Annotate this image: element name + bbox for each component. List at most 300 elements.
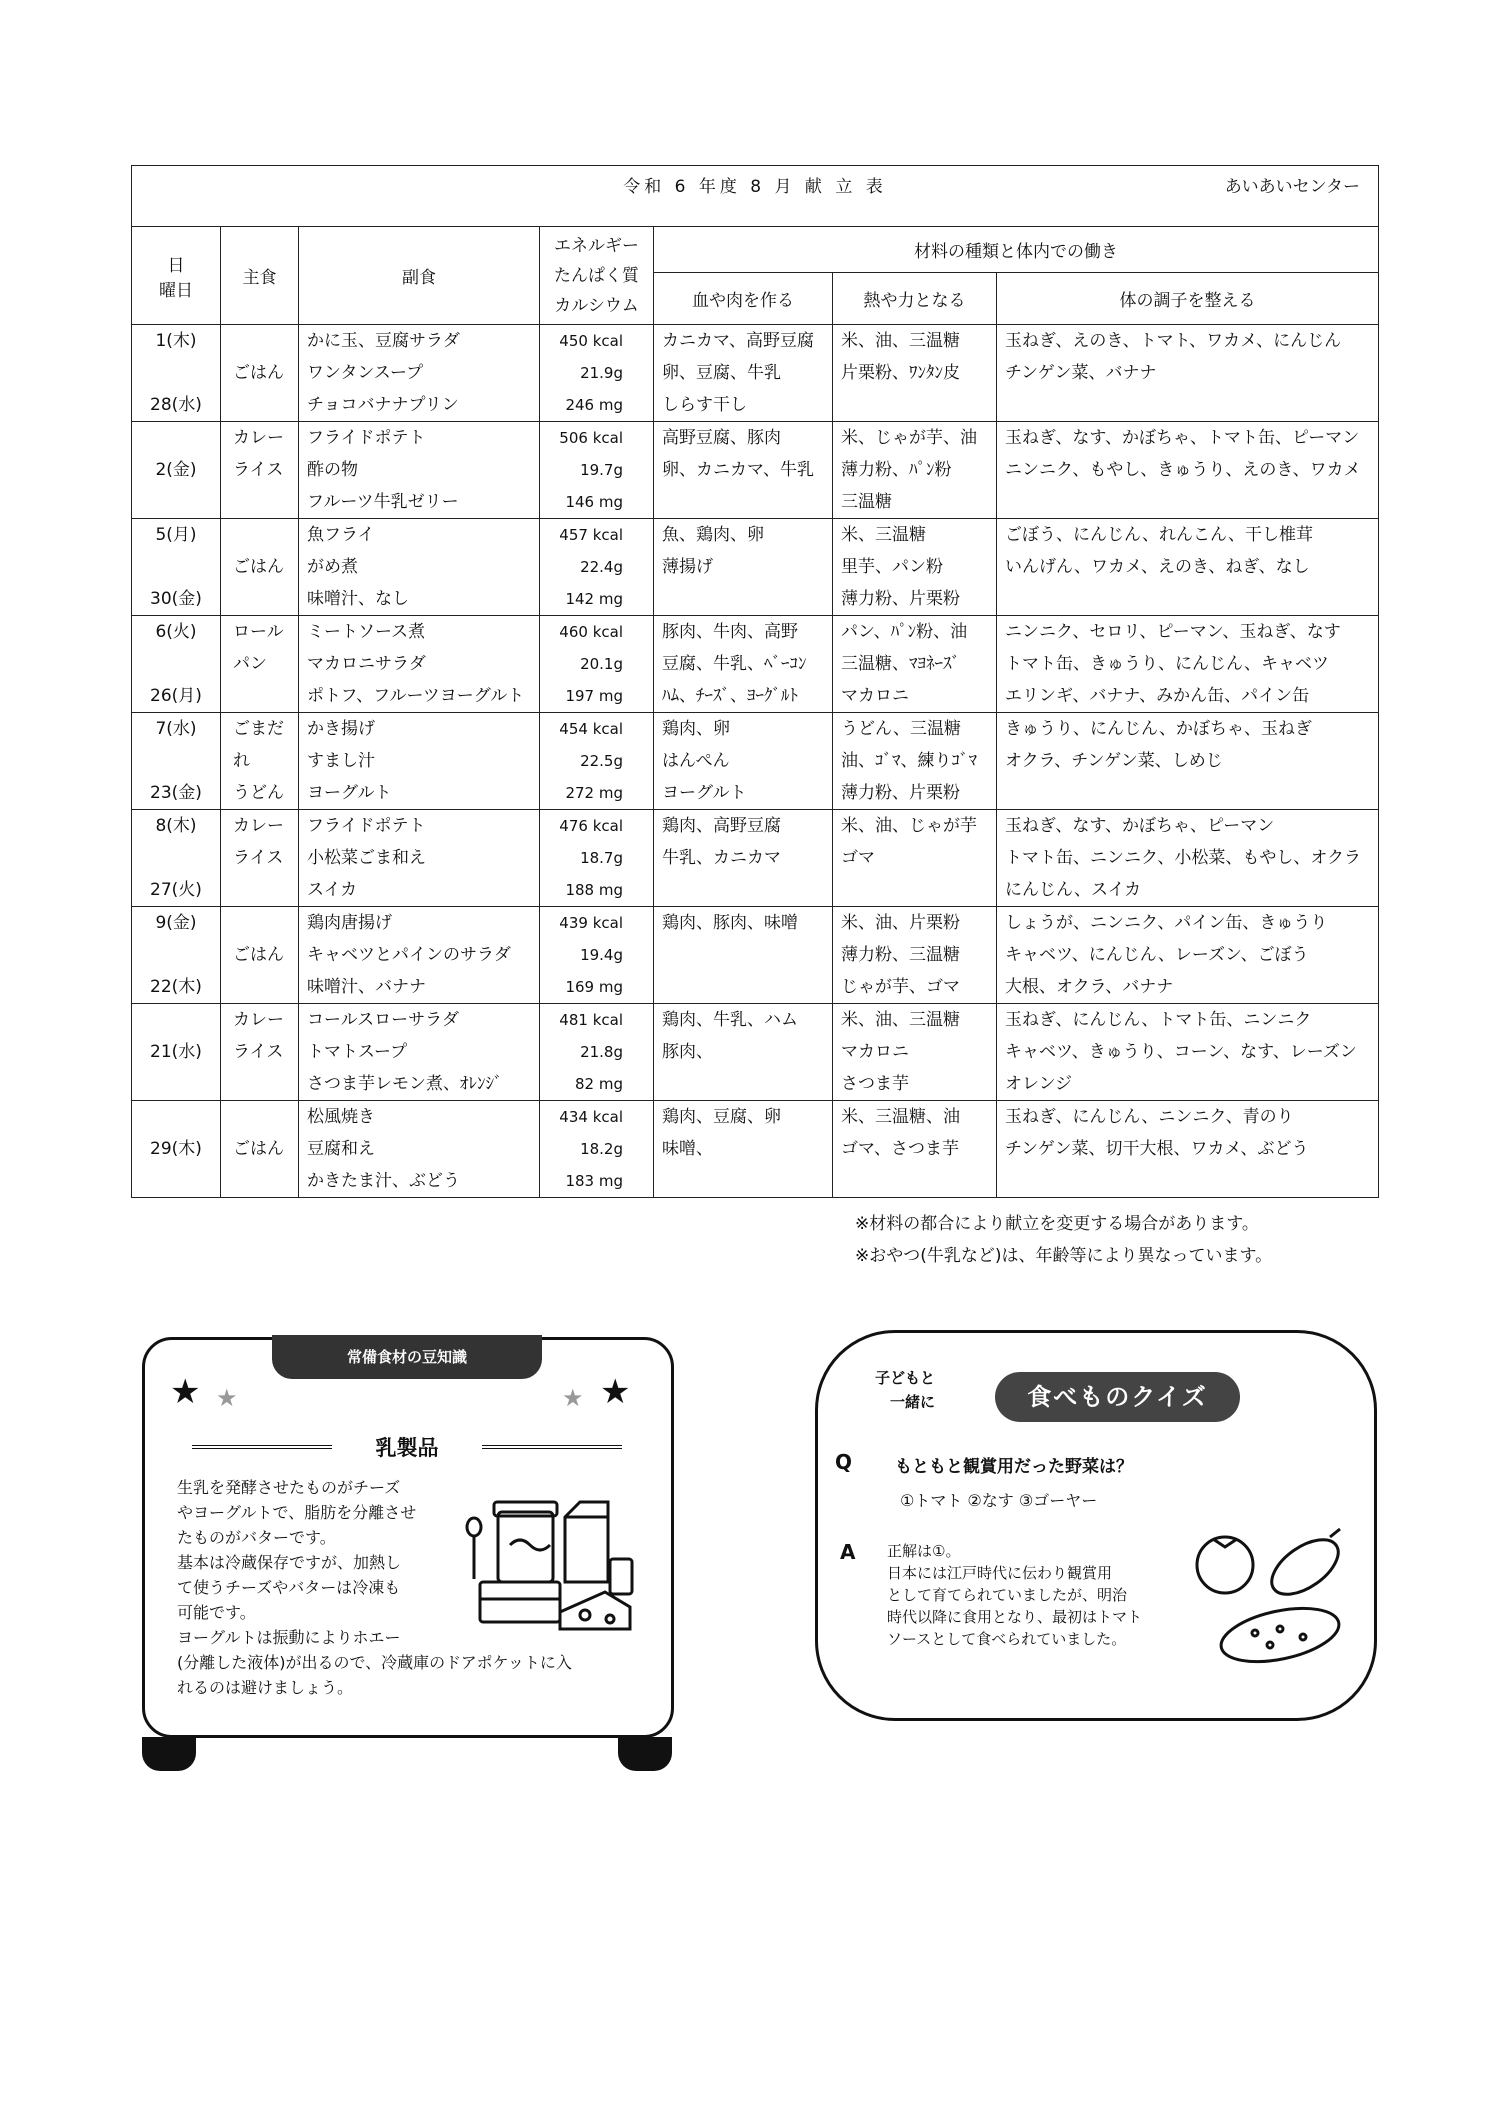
blood-line: はんぺん	[662, 751, 730, 771]
cell-side	[299, 422, 540, 519]
card-text-line: やヨーグルトで、脂肪を分離させ	[177, 1503, 417, 1522]
table-row	[132, 1101, 1379, 1198]
nut-line: 457 kcal	[559, 526, 623, 544]
date-line: 8(木)	[155, 816, 197, 836]
blood-line	[654, 874, 832, 906]
header-side: 副食	[299, 227, 540, 325]
nut-line: 272 mg	[565, 784, 623, 802]
staple-line	[221, 680, 298, 712]
cell-cond	[997, 907, 1379, 1004]
table-row	[132, 1004, 1379, 1101]
cell-date	[132, 519, 221, 616]
side-line: 豆腐和え	[307, 1139, 375, 1159]
date-line	[132, 551, 220, 583]
date-line: 6(火)	[155, 622, 197, 642]
blood-line: 鶏肉、卵	[662, 719, 730, 739]
nut-line: 21.8g	[580, 1043, 623, 1061]
cell-date	[132, 1004, 221, 1101]
blood-line: 卵、豆腐、牛乳	[662, 363, 781, 383]
side-line: かき揚げ	[307, 719, 375, 739]
blood-line: 牛乳、カニカマ	[662, 848, 781, 868]
table-row	[132, 616, 1379, 713]
menu-rows	[132, 325, 1379, 1198]
card-text-line: (分離した液体)が出るので、冷蔵庫のドアポケットに入	[177, 1653, 572, 1672]
side-line: コールスローサラダ	[307, 1010, 459, 1030]
cell-nut	[540, 519, 654, 616]
blood-line	[654, 1068, 832, 1100]
staple-line: ごはん	[233, 945, 284, 965]
energy-line: 片栗粉、ﾜﾝﾀﾝ皮	[841, 363, 960, 383]
energy-line	[833, 1165, 996, 1197]
blood-line	[654, 1165, 832, 1197]
star-icon: ★	[562, 1384, 584, 1412]
cell-blood	[654, 616, 833, 713]
cond-line: トマト缶、きゅうり、にんじん、キャベツ	[1005, 654, 1330, 674]
table-row	[132, 907, 1379, 1004]
note-2: ※おやつ(牛乳など)は、年齢等により異なっています。	[855, 1246, 1273, 1266]
side-line: キャベツとパインのサラダ	[307, 945, 511, 965]
energy-line: 里芋、パン粉	[841, 557, 943, 577]
energy-line: 油、ｺﾞﾏ、練りｺﾞﾏ	[841, 751, 977, 771]
cond-line: 玉ねぎ、にんじん、トマト缶、ニンニク	[1005, 1010, 1312, 1030]
cell-blood	[654, 713, 833, 810]
header-day-1: 日	[167, 255, 185, 276]
side-line: マカロニサラダ	[307, 654, 426, 674]
cell-energy	[833, 616, 997, 713]
staple-line	[221, 389, 298, 421]
cell-date	[132, 810, 221, 907]
cell-side	[299, 810, 540, 907]
card-text-line: たものがバターです。	[177, 1528, 336, 1547]
date-line: 5(月)	[155, 525, 197, 545]
cond-line	[997, 1165, 1378, 1197]
side-line: 魚フライ	[307, 525, 375, 545]
cell-date	[132, 713, 221, 810]
cell-date	[132, 907, 221, 1004]
star-icon: ★	[600, 1372, 631, 1412]
quiz-question: もともと観賞用だった野菜は？	[895, 1457, 1133, 1477]
date-line	[132, 1165, 220, 1197]
card-text-line: て使うチーズやバターは冷凍も	[177, 1578, 401, 1597]
energy-line: 米、じゃが芋、油	[841, 428, 977, 448]
table-row	[132, 325, 1379, 422]
table-row	[132, 422, 1379, 519]
side-line: 味噌汁、バナナ	[307, 977, 426, 997]
nut-line: 22.4g	[580, 558, 623, 576]
staple-line	[221, 971, 298, 1003]
blood-line: ヨーグルト	[662, 783, 747, 803]
star-icon: ★	[216, 1384, 238, 1412]
nut-line: 82 mg	[575, 1075, 623, 1093]
cell-side	[299, 713, 540, 810]
cell-date	[132, 422, 221, 519]
card-text-line: 基本は冷蔵保存ですが、加熱し	[177, 1553, 402, 1572]
date-line	[132, 842, 220, 874]
energy-line: 米、油、じゃが芋	[841, 816, 977, 836]
date-line: 9(金)	[155, 913, 197, 933]
nut-line: 19.7g	[580, 461, 623, 479]
cell-staple	[221, 1101, 299, 1198]
cell-energy	[833, 1004, 997, 1101]
cell-energy	[833, 422, 997, 519]
blood-line: 高野豆腐、豚肉	[662, 428, 781, 448]
card-foot-right	[618, 1737, 672, 1771]
side-line: さつま芋レモン煮、ｵﾚﾝｼﾞ	[307, 1074, 503, 1094]
cell-blood	[654, 907, 833, 1004]
cell-side	[299, 616, 540, 713]
cell-blood	[654, 422, 833, 519]
date-line	[132, 1068, 220, 1100]
staple-line: パン	[233, 654, 267, 674]
energy-line: 米、油、片栗粉	[841, 913, 960, 933]
side-line: 味噌汁、なし	[307, 589, 409, 609]
answer-line: 正解は①。	[887, 1542, 961, 1560]
cell-cond	[997, 422, 1379, 519]
nut-line: 22.5g	[580, 752, 623, 770]
quiz-kicker	[875, 1366, 935, 1414]
cell-date	[132, 1101, 221, 1198]
staple-line: ロール	[233, 622, 284, 642]
staple-line: うどん	[233, 783, 284, 803]
nut-line: 481 kcal	[559, 1011, 623, 1029]
cond-line	[997, 583, 1378, 615]
cell-blood	[654, 1004, 833, 1101]
blood-line: 豆腐、牛乳、ﾍﾞｰｺﾝ	[662, 654, 807, 674]
date-line: 1(木)	[155, 331, 197, 351]
menu-table	[131, 165, 1379, 1198]
date-line: 7(水)	[155, 719, 197, 739]
date-line	[132, 422, 220, 454]
card-foot-left	[142, 1737, 196, 1771]
staple-line	[221, 325, 298, 357]
nut-line: 146 mg	[565, 493, 623, 511]
cell-cond	[997, 616, 1379, 713]
nut-line: 197 mg	[565, 687, 623, 705]
date-line	[132, 745, 220, 777]
nut-line: 506 kcal	[559, 429, 623, 447]
cond-line: エリンギ、バナナ、みかん缶、パイン缶	[1005, 686, 1310, 706]
cond-line	[997, 486, 1378, 518]
table-row	[132, 519, 1379, 616]
blood-line	[654, 939, 832, 971]
table-row	[132, 713, 1379, 810]
cell-energy	[833, 907, 997, 1004]
cell-cond	[997, 1004, 1379, 1101]
header-day-2: 曜日	[159, 280, 193, 301]
header-energy-group: 熱や力となる	[833, 273, 997, 325]
blood-line: 鶏肉、牛乳、ハム	[662, 1010, 798, 1030]
nut-line: 183 mg	[565, 1172, 623, 1190]
staple-line: ごまだ	[233, 719, 284, 739]
header-condition: 体の調子を整える	[997, 273, 1379, 325]
energy-line: 薄力粉、ﾊﾟﾝ粉	[841, 460, 952, 480]
cond-line: ニンニク、セロリ、ピーマン、玉ねぎ、なす	[1005, 622, 1341, 642]
nut-line: 21.9g	[580, 364, 623, 382]
cell-side	[299, 325, 540, 422]
quiz-kicker-line1: 子どもと	[875, 1369, 936, 1387]
vegetables-illustration-icon	[1185, 1525, 1355, 1675]
blood-line: ﾊﾑ、ﾁｰｽﾞ、ﾖｰｸﾞﾙﾄ	[662, 686, 798, 706]
cell-cond	[997, 713, 1379, 810]
nut-line: 18.2g	[580, 1140, 623, 1158]
staple-line: ごはん	[233, 557, 284, 577]
side-line: ワンタンスープ	[307, 363, 424, 383]
cell-cond	[997, 810, 1379, 907]
blood-line: 鶏肉、高野豆腐	[662, 816, 781, 836]
energy-line: さつま芋	[841, 1074, 909, 1094]
card-text-line: 可能です。	[177, 1603, 256, 1622]
cond-line: ニンニク、もやし、きゅうり、えのき、ワカメ	[1005, 460, 1361, 480]
energy-line	[833, 389, 996, 421]
side-line: フライドポテト	[307, 816, 426, 836]
nut-line: 476 kcal	[559, 817, 623, 835]
date-line: 23(金)	[150, 783, 202, 803]
cell-nut	[540, 1004, 654, 1101]
cond-line: チンゲン菜、切干大根、ワカメ、ぶどう	[1005, 1139, 1309, 1159]
energy-line: 米、油、三温糖	[841, 331, 960, 351]
staple-line: カレー	[233, 428, 284, 448]
nut-line: 434 kcal	[559, 1108, 623, 1126]
card-text-wrapped	[177, 1475, 467, 1650]
cond-line: オクラ、チンゲン菜、しめじ	[1005, 751, 1223, 771]
answer-line: 時代以降に食用となり、最初はトマト	[887, 1608, 1143, 1626]
notes	[855, 1208, 1272, 1272]
answer-line: として育てられていましたが、明治	[887, 1586, 1128, 1604]
cond-line: チンゲン菜、バナナ	[1005, 363, 1157, 383]
header-staple: 主食	[221, 227, 299, 325]
staple-line: ライス	[233, 1042, 284, 1062]
side-line: チョコバナナプリン	[307, 395, 459, 415]
side-line: ヨーグルト	[307, 783, 392, 803]
energy-line: ゴマ	[841, 848, 875, 868]
cell-energy	[833, 810, 997, 907]
date-line: 21(水)	[150, 1042, 202, 1062]
energy-line	[833, 874, 996, 906]
energy-line: 薄力粉、片栗粉	[841, 783, 960, 803]
energy-line: マカロニ	[841, 686, 909, 706]
blood-line: 卵、カニカマ、牛乳	[662, 460, 814, 480]
date-line: 27(火)	[150, 880, 202, 900]
staple-line	[221, 486, 298, 518]
cond-line: 大根、オクラ、バナナ	[1005, 977, 1174, 997]
cell-side	[299, 907, 540, 1004]
date-line	[132, 648, 220, 680]
side-line: トマトスープ	[307, 1042, 408, 1062]
energy-line: マカロニ	[841, 1042, 909, 1062]
cell-energy	[833, 325, 997, 422]
staple-line: カレー	[233, 1010, 284, 1030]
food-quiz	[815, 1330, 1380, 1745]
staple-line	[221, 1101, 298, 1133]
cell-energy	[833, 713, 997, 810]
blood-line: 鶏肉、豆腐、卵	[662, 1107, 781, 1127]
cell-cond	[997, 1101, 1379, 1198]
staple-line	[221, 583, 298, 615]
date-line	[132, 357, 220, 389]
nut-line: 460 kcal	[559, 623, 623, 641]
staple-line	[221, 1165, 298, 1197]
nut-line: 188 mg	[565, 881, 623, 899]
cell-staple	[221, 422, 299, 519]
cond-line: にんじん、スイカ	[1005, 880, 1142, 900]
blood-line: 味噌、	[662, 1139, 713, 1159]
cond-line: 玉ねぎ、なす、かぼちゃ、トマト缶、ピーマン	[1005, 428, 1360, 448]
tips-card	[142, 1337, 672, 1765]
cond-line: キャベツ、きゅうり、コーン、なす、レーズン	[1005, 1042, 1357, 1062]
header-energy: エネルギー	[554, 235, 639, 256]
table-row	[132, 810, 1379, 907]
card-tab: 常備食材の豆知識	[272, 1335, 542, 1379]
answer-line: ソースとして食べられていました。	[887, 1630, 1127, 1648]
cell-staple	[221, 1004, 299, 1101]
header-blood: 血や肉を作る	[654, 273, 833, 325]
cell-nut	[540, 325, 654, 422]
blood-line: 豚肉、	[662, 1042, 713, 1062]
nut-line: 169 mg	[565, 978, 623, 996]
nut-line: 18.7g	[580, 849, 623, 867]
quiz-options: ①トマト ②なす ③ゴーヤー	[900, 1491, 1098, 1510]
cond-line: いんげん、ワカメ、えのき、ねぎ、なし	[1005, 557, 1310, 577]
cell-nut	[540, 907, 654, 1004]
nut-line: 246 mg	[565, 396, 623, 414]
cond-line: オレンジ	[1005, 1074, 1073, 1094]
side-line: すまし汁	[307, 751, 375, 771]
energy-line: うどん、三温糖	[841, 719, 962, 739]
blood-line: しらす干し	[662, 395, 747, 415]
staple-line: ライス	[233, 848, 284, 868]
cond-line: 玉ねぎ、にんじん、ニンニク、青のり	[1005, 1107, 1294, 1127]
nut-line: 439 kcal	[559, 914, 623, 932]
energy-line: 薄力粉、片栗粉	[841, 589, 960, 609]
blood-line: 魚、鶏肉、卵	[662, 525, 764, 545]
cell-staple	[221, 713, 299, 810]
staple-line: ごはん	[233, 363, 284, 383]
staple-line	[221, 874, 298, 906]
energy-line: 三温糖、ﾏﾖﾈｰｽﾞ	[841, 654, 960, 674]
staple-line: れ	[233, 751, 250, 771]
quiz-answer	[887, 1540, 1167, 1650]
nut-line: 142 mg	[565, 590, 623, 608]
card-text-line: れるのは避けましょう。	[177, 1678, 354, 1697]
blood-line	[654, 583, 832, 615]
cell-date	[132, 325, 221, 422]
cell-cond	[997, 519, 1379, 616]
blood-line: カニカマ、高野豆腐	[662, 331, 814, 351]
cond-line: トマト缶、ニンニク、小松菜、もやし、オクラ	[1005, 848, 1361, 868]
note-1: ※材料の都合により献立を変更する場合があります。	[855, 1214, 1259, 1234]
card-heading: 乳製品	[192, 1432, 622, 1462]
staple-line	[221, 519, 298, 551]
date-line: 30(金)	[150, 589, 202, 609]
energy-line: 米、三温糖、油	[841, 1107, 960, 1127]
blood-line	[654, 486, 832, 518]
staple-line	[221, 1068, 298, 1100]
staple-line: ごはん	[233, 1139, 284, 1159]
card-text-line: ヨーグルトは振動によりホエー	[177, 1628, 401, 1647]
energy-line: ゴマ、さつま芋	[841, 1139, 959, 1159]
q-letter: Q	[835, 1450, 853, 1474]
page-title: 令和 6 年度 8 月 献 立 表	[623, 177, 887, 197]
energy-line: じゃが芋、ゴマ	[841, 977, 960, 997]
side-line: かに玉、豆腐サラダ	[307, 331, 460, 351]
side-line: フライドポテト	[307, 428, 426, 448]
cell-side	[299, 519, 540, 616]
side-line: 小松菜ごま和え	[307, 848, 426, 868]
cond-line: キャベツ、にんじん、レーズン、ごぼう	[1005, 945, 1309, 965]
staple-line: カレー	[233, 816, 284, 836]
date-line: 28(水)	[150, 395, 202, 415]
side-line: 松風焼き	[307, 1107, 375, 1127]
side-line: スイカ	[307, 880, 358, 900]
center-name: あいあいセンター	[1224, 177, 1361, 197]
cell-blood	[654, 325, 833, 422]
cond-line: 玉ねぎ、えのき、トマト、ワカメ、にんじん	[1005, 331, 1342, 351]
date-line: 26(月)	[150, 686, 202, 706]
staple-line: ライス	[233, 460, 284, 480]
cell-nut	[540, 616, 654, 713]
cell-staple	[221, 616, 299, 713]
cell-nut	[540, 713, 654, 810]
date-line	[132, 939, 220, 971]
side-line: がめ煮	[307, 557, 358, 577]
side-line: ポトフ、フルーツヨーグルト	[307, 686, 525, 706]
date-line: 22(木)	[150, 977, 202, 997]
side-line: 酢の物	[307, 460, 358, 480]
dairy-illustration-icon	[460, 1487, 640, 1637]
a-letter: A	[840, 1540, 856, 1564]
cell-energy	[833, 519, 997, 616]
cell-blood	[654, 519, 833, 616]
header-day	[132, 227, 221, 325]
staple-line	[221, 907, 298, 939]
quiz-kicker-line2: 一緒に	[890, 1393, 936, 1411]
energy-line: 米、油、三温糖	[841, 1010, 960, 1030]
side-line: ミートソース煮	[307, 622, 426, 642]
nut-line: 19.4g	[580, 946, 623, 964]
cell-staple	[221, 810, 299, 907]
header-ingredients: 材料の種類と体内での働き	[654, 227, 1379, 273]
cell-nut	[540, 1101, 654, 1198]
cell-staple	[221, 519, 299, 616]
side-line: 鶏肉唐揚げ	[307, 913, 392, 933]
cond-line: しょうが、ニンニク、パイン缶、きゅうり	[1005, 913, 1328, 933]
date-line: 29(木)	[150, 1139, 202, 1159]
energy-line: 薄力粉、三温糖	[841, 945, 960, 965]
cell-side	[299, 1101, 540, 1198]
cell-date	[132, 616, 221, 713]
side-line: かきたま汁、ぶどう	[307, 1171, 460, 1191]
cond-line	[997, 777, 1378, 809]
card-text-full	[177, 1650, 637, 1700]
answer-line: 日本には江戸時代に伝わり観賞用	[887, 1564, 1113, 1582]
nut-line: 20.1g	[580, 655, 623, 673]
energy-line: 三温糖	[841, 492, 892, 512]
header-calcium: カルシウム	[554, 295, 639, 316]
blood-line: 豚肉、牛肉、高野	[662, 622, 798, 642]
cell-side	[299, 1004, 540, 1101]
cell-cond	[997, 325, 1379, 422]
date-line: 2(金)	[155, 460, 197, 480]
cell-staple	[221, 907, 299, 1004]
cond-line: ごぼう、にんじん、れんこん、干し椎茸	[1005, 525, 1314, 545]
side-line: フルーツ牛乳ゼリー	[307, 492, 459, 512]
cond-line	[997, 389, 1378, 421]
blood-line: 薄揚げ	[662, 557, 713, 577]
cond-line: 玉ねぎ、なす、かぼちゃ、ピーマン	[1005, 816, 1275, 836]
nut-line: 454 kcal	[559, 720, 623, 738]
date-line	[132, 1101, 220, 1133]
cell-nut	[540, 810, 654, 907]
